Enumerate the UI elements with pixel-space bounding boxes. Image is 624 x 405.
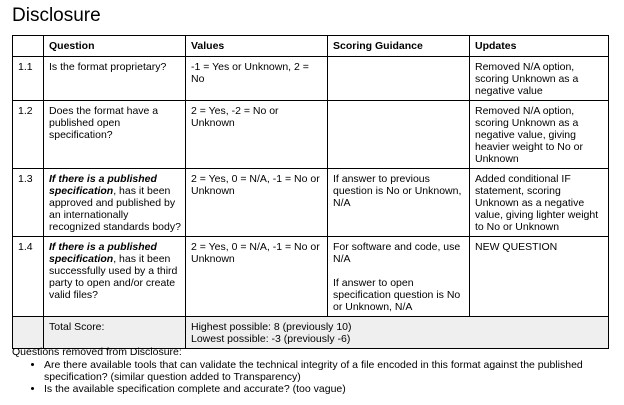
guidance-cell bbox=[328, 101, 470, 169]
header-cell-scoring-guidance: Scoring Guidance bbox=[328, 36, 470, 57]
question-text: , has it been successfully used by a third party to open and/or create valid files? bbox=[49, 253, 178, 301]
question-text: , has it been approved and published by an internationally recognized standards body? bbox=[49, 185, 181, 233]
question-number: 1.2 bbox=[13, 101, 44, 169]
values-cell: -1 = Yes or Unknown, 2 = No bbox=[186, 57, 328, 101]
page-title: Disclosure bbox=[12, 5, 101, 26]
guidance-cell bbox=[328, 169, 470, 237]
table-row bbox=[13, 101, 609, 169]
table-row bbox=[13, 237, 609, 317]
question-text: Does the format have a published open specification? bbox=[49, 105, 159, 141]
table-row bbox=[13, 169, 609, 237]
total-score-values bbox=[186, 317, 609, 349]
total-score-label: Total Score: bbox=[44, 317, 186, 349]
updates-cell: Removed N/A option, scoring Unknown as a negative value bbox=[470, 57, 609, 101]
guidance-text: If answer to open specification question is No or Unknown, N/A bbox=[333, 277, 461, 313]
question-number: 1.4 bbox=[13, 237, 44, 317]
updates-cell: Removed N/A option, scoring Unknown as a negative value, giving heavier weight to No or Unknown bbox=[470, 101, 609, 169]
question-cell bbox=[44, 169, 186, 237]
total-highest: Highest possible: 8 (previously 10) bbox=[191, 321, 352, 333]
removed-questions-section bbox=[12, 346, 612, 395]
question-cell bbox=[44, 101, 186, 169]
question-cell bbox=[44, 57, 186, 101]
guidance-cell bbox=[328, 57, 470, 101]
total-number-cell bbox=[13, 317, 44, 349]
guidance-text: If answer to previous question is No or Unknown, N/A bbox=[333, 173, 462, 209]
question-bold-text: If there is a published specification bbox=[49, 173, 157, 197]
removed-questions-heading: Questions removed from Disclosure: bbox=[12, 346, 182, 358]
table-row bbox=[13, 57, 609, 101]
guidance-cell bbox=[328, 237, 470, 317]
total-score-row bbox=[13, 317, 609, 349]
updates-cell: NEW QUESTION bbox=[470, 237, 609, 317]
updates-cell: Added conditional IF statement, scoring Unknown as a negative value, giving lighter weight to No or Unknown bbox=[470, 169, 609, 237]
list-item: • Is the available specification complete and accurate? (too vague) bbox=[44, 383, 612, 395]
question-number: 1.1 bbox=[13, 57, 44, 101]
total-lowest: Lowest possible: -3 (previously -6) bbox=[191, 333, 351, 345]
header-cell-number bbox=[13, 36, 44, 57]
values-cell: 2 = Yes, 0 = N/A, -1 = No or Unknown bbox=[186, 237, 328, 317]
question-text: Is the format proprietary? bbox=[49, 61, 167, 73]
guidance-text: For software and code, use N/A bbox=[333, 241, 461, 265]
header-cell-updates: Updates bbox=[470, 36, 609, 57]
question-number: 1.3 bbox=[13, 169, 44, 237]
question-cell bbox=[44, 237, 186, 317]
header-cell-values: Values bbox=[186, 36, 328, 57]
removed-questions-list bbox=[12, 359, 612, 395]
header-cell-question: Question bbox=[44, 36, 186, 57]
values-cell: 2 = Yes, 0 = N/A, -1 = No or Unknown bbox=[186, 169, 328, 237]
disclosure-table bbox=[12, 35, 609, 349]
question-bold-text: If there is a published specification bbox=[49, 241, 157, 265]
values-cell: 2 = Yes, -2 = No or Unknown bbox=[186, 101, 328, 169]
list-item: • Are there available tools that can validate the technical integrity of a file encoded in this format against the published specification? (similar question added to Transparency) bbox=[44, 359, 612, 383]
table-header-row bbox=[13, 36, 609, 57]
